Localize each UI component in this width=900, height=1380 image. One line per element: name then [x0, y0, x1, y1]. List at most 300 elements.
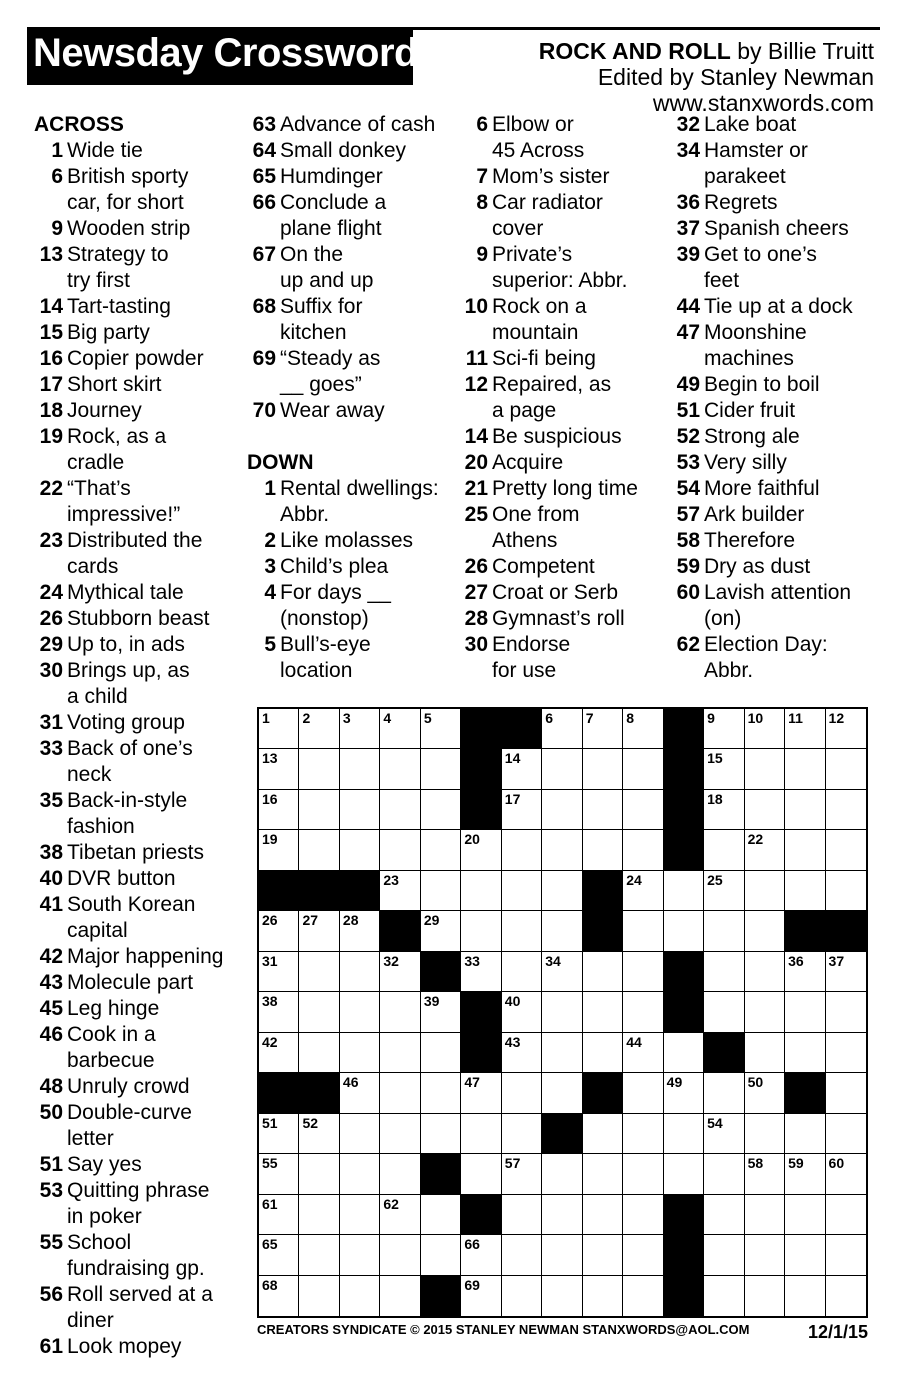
- grid-cell[interactable]: [461, 830, 501, 870]
- grid-cell[interactable]: [623, 1033, 663, 1073]
- grid-cell[interactable]: [704, 1154, 744, 1194]
- grid-cell[interactable]: [421, 709, 461, 749]
- clue-number: 6: [51, 165, 63, 188]
- grid-cell[interactable]: [542, 709, 582, 749]
- cell-number: 2: [302, 710, 311, 726]
- grid-cell[interactable]: [299, 1235, 339, 1275]
- cell-number: 12: [828, 710, 845, 726]
- grid-cell[interactable]: [259, 749, 299, 789]
- down-clue-34: [672, 138, 853, 190]
- grid-cell[interactable]: [542, 871, 582, 911]
- grid-cell[interactable]: [745, 830, 785, 870]
- grid-cell[interactable]: [745, 749, 785, 789]
- grid-cell[interactable]: [421, 749, 461, 789]
- grid-cell[interactable]: [421, 790, 461, 830]
- grid-cell[interactable]: [583, 1154, 623, 1194]
- grid-cell[interactable]: [299, 1276, 339, 1316]
- grid-cell[interactable]: [583, 1033, 623, 1073]
- grid-cell[interactable]: [380, 1073, 420, 1113]
- clue-text: Mom’s sister: [492, 165, 610, 188]
- grid-cell[interactable]: [745, 1114, 785, 1154]
- clue-text: On the up and up: [280, 243, 374, 292]
- grid-cell[interactable]: [502, 911, 542, 951]
- grid-cell[interactable]: [745, 992, 785, 1032]
- clue-number: 54: [676, 477, 700, 500]
- grid-cell[interactable]: [745, 709, 785, 749]
- grid-cell[interactable]: [299, 709, 339, 749]
- grid-cell[interactable]: [340, 911, 380, 951]
- grid-cell[interactable]: [704, 911, 744, 951]
- grid-cell[interactable]: [461, 1276, 501, 1316]
- grid-cell[interactable]: [502, 871, 542, 911]
- clue-text: Look mopey: [67, 1335, 182, 1358]
- clue-number: 64: [252, 139, 276, 162]
- grid-cell[interactable]: [583, 952, 623, 992]
- down-clue-53: [672, 450, 853, 476]
- grid-cell[interactable]: [502, 1276, 542, 1316]
- grid-cell[interactable]: [623, 1073, 663, 1113]
- clue-text: Brings up, as a child: [67, 659, 190, 708]
- grid-cell[interactable]: [826, 1114, 866, 1154]
- grid-cell[interactable]: [340, 1073, 380, 1113]
- grid-cell[interactable]: [745, 790, 785, 830]
- grid-cell[interactable]: [340, 1195, 380, 1235]
- grid-cell[interactable]: [380, 1154, 420, 1194]
- cell-number: 5: [423, 710, 432, 726]
- clue-text: Bull’s-eye location: [280, 633, 371, 682]
- clue-text: Therefore: [704, 529, 796, 552]
- grid-cell[interactable]: [421, 1033, 461, 1073]
- grid-cell[interactable]: [380, 1033, 420, 1073]
- clue-text: Get to one’s feet: [704, 243, 817, 292]
- down-clue-39: [672, 242, 853, 294]
- black-square: [421, 1154, 461, 1194]
- grid-cell[interactable]: [380, 830, 420, 870]
- across-clue-35: [34, 788, 223, 840]
- grid-cell[interactable]: [745, 1235, 785, 1275]
- grid-cell[interactable]: [461, 1073, 501, 1113]
- grid-cell[interactable]: [826, 709, 866, 749]
- grid-cell[interactable]: [785, 709, 825, 749]
- grid-cell[interactable]: [259, 1235, 299, 1275]
- clue-number: 59: [676, 555, 700, 578]
- across-heading: ACROSS: [34, 113, 124, 136]
- grid-cell[interactable]: [259, 1195, 299, 1235]
- grid-cell[interactable]: [340, 1235, 380, 1275]
- grid-cell[interactable]: [299, 1195, 339, 1235]
- grid-cell[interactable]: [664, 1073, 704, 1113]
- grid-cell[interactable]: [664, 911, 704, 951]
- clue-text: Like molasses: [280, 529, 414, 552]
- clue-text: “That’s impressive!”: [67, 477, 181, 526]
- grid-cell[interactable]: [785, 871, 825, 911]
- grid-cell[interactable]: [664, 1114, 704, 1154]
- grid-cell[interactable]: [623, 952, 663, 992]
- across-clue-24: [34, 580, 223, 606]
- grid-cell[interactable]: [745, 1154, 785, 1194]
- grid-cell[interactable]: [421, 871, 461, 911]
- grid-cell[interactable]: [826, 1195, 866, 1235]
- clue-text: Croat or Serb: [492, 581, 619, 604]
- grid-cell[interactable]: [826, 1154, 866, 1194]
- grid-cell[interactable]: [704, 830, 744, 870]
- clue-number: 14: [39, 295, 63, 318]
- clue-number: 65: [252, 165, 276, 188]
- grid-cell[interactable]: [542, 992, 582, 1032]
- grid-cell[interactable]: [502, 1073, 542, 1113]
- grid-cell[interactable]: [785, 952, 825, 992]
- cell-number: 32: [383, 952, 399, 969]
- black-square: [461, 749, 501, 789]
- grid-cell[interactable]: [826, 1033, 866, 1073]
- grid-cell[interactable]: [704, 709, 744, 749]
- grid-cell[interactable]: [704, 1073, 744, 1113]
- grid-cell[interactable]: [704, 952, 744, 992]
- grid-cell[interactable]: [826, 790, 866, 830]
- grid-cell[interactable]: [380, 992, 420, 1032]
- grid-cell[interactable]: [259, 1154, 299, 1194]
- clue-text: For days __ (nonstop): [280, 581, 391, 630]
- grid-cell[interactable]: [340, 1114, 380, 1154]
- cell-number: 1: [262, 710, 270, 726]
- grid-cell[interactable]: [340, 790, 380, 830]
- down-clue-2: [247, 528, 439, 554]
- clue-number: 48: [39, 1075, 63, 1098]
- clue-text: Say yes: [67, 1153, 142, 1176]
- clue-text: Dry as dust: [704, 555, 811, 578]
- grid-cell[interactable]: [502, 790, 542, 830]
- grid-cell[interactable]: [340, 952, 380, 992]
- grid-cell[interactable]: [502, 1235, 542, 1275]
- grid-cell[interactable]: [340, 830, 380, 870]
- down-clue-1: [247, 476, 439, 528]
- grid-cell[interactable]: [299, 1154, 339, 1194]
- across-clue-55: [34, 1230, 223, 1282]
- grid-cell[interactable]: [542, 1195, 582, 1235]
- grid-cell[interactable]: [542, 790, 582, 830]
- across-clue-63: [247, 112, 439, 138]
- grid-cell[interactable]: [259, 1114, 299, 1154]
- website: www.stanxwords.com: [652, 90, 874, 116]
- grid-cell[interactable]: [623, 709, 663, 749]
- grid-cell[interactable]: [583, 790, 623, 830]
- grid-cell[interactable]: [785, 1033, 825, 1073]
- clue-number: 27: [464, 581, 488, 604]
- grid-cell[interactable]: [299, 992, 339, 1032]
- grid-cell[interactable]: [542, 1276, 582, 1316]
- grid-cell[interactable]: [299, 1114, 339, 1154]
- clue-number: 44: [676, 295, 700, 318]
- grid-cell[interactable]: [623, 749, 663, 789]
- grid-cell[interactable]: [704, 992, 744, 1032]
- grid-cell[interactable]: [623, 1235, 663, 1275]
- cell-number: 18: [707, 790, 723, 807]
- black-square: [421, 1276, 461, 1316]
- grid-cell[interactable]: [826, 830, 866, 870]
- down-clue-36: [672, 190, 853, 216]
- grid-cell[interactable]: [461, 952, 501, 992]
- grid-cell[interactable]: [583, 1114, 623, 1154]
- grid-cell[interactable]: [502, 749, 542, 789]
- grid-cell[interactable]: [259, 709, 299, 749]
- cell-number: 31: [262, 952, 278, 969]
- across-clue-14: [34, 294, 223, 320]
- clue-number: 40: [39, 867, 63, 890]
- grid-cell[interactable]: [583, 1235, 623, 1275]
- grid-cell[interactable]: [745, 871, 785, 911]
- clue-text: More faithful: [704, 477, 820, 500]
- across-clue-30: [34, 658, 223, 710]
- grid-cell[interactable]: [826, 952, 866, 992]
- clue-text: Begin to boil: [704, 373, 820, 396]
- grid-cell[interactable]: [421, 830, 461, 870]
- grid-cell[interactable]: [826, 992, 866, 1032]
- grid-cell[interactable]: [664, 1033, 704, 1073]
- grid-cell[interactable]: [745, 1276, 785, 1316]
- grid-cell[interactable]: [745, 1033, 785, 1073]
- down-clue-8: [460, 190, 638, 242]
- grid-cell[interactable]: [421, 1195, 461, 1235]
- grid-cell[interactable]: [623, 1276, 663, 1316]
- grid-cell[interactable]: [299, 1033, 339, 1073]
- grid-cell[interactable]: [340, 749, 380, 789]
- grid-cell[interactable]: [259, 992, 299, 1032]
- clue-text: Strong ale: [704, 425, 800, 448]
- puzzle-title: ROCK AND ROLL: [538, 38, 731, 64]
- grid-cell[interactable]: [785, 830, 825, 870]
- clue-number: 39: [676, 243, 700, 266]
- grid-cell[interactable]: [785, 1195, 825, 1235]
- grid-cell[interactable]: [299, 830, 339, 870]
- grid-cell[interactable]: [380, 1195, 420, 1235]
- grid-cell[interactable]: [704, 1195, 744, 1235]
- clue-text: “Steady as __ goes”: [280, 347, 381, 396]
- grid-cell[interactable]: [502, 1114, 542, 1154]
- cell-number: 55: [262, 1155, 278, 1172]
- grid-cell[interactable]: [704, 749, 744, 789]
- grid-cell[interactable]: [421, 1114, 461, 1154]
- clue-text: One from Athens: [492, 503, 580, 552]
- clue-text: Be suspicious: [492, 425, 622, 448]
- black-square: [664, 790, 704, 830]
- grid-cell[interactable]: [785, 749, 825, 789]
- grid-cell[interactable]: [421, 911, 461, 951]
- grid-cell[interactable]: [623, 1154, 663, 1194]
- across-clue-29: [34, 632, 223, 658]
- cell-number: 11: [788, 710, 803, 726]
- grid-cell[interactable]: [583, 992, 623, 1032]
- clue-text: Wide tie: [67, 139, 143, 162]
- clue-text: Very silly: [704, 451, 787, 474]
- grid-cell[interactable]: [785, 992, 825, 1032]
- clue-text: Short skirt: [67, 373, 162, 396]
- grid-cell[interactable]: [259, 1276, 299, 1316]
- grid-cell[interactable]: [826, 1276, 866, 1316]
- grid-cell[interactable]: [583, 749, 623, 789]
- grid-cell[interactable]: [623, 790, 663, 830]
- clue-number: 23: [39, 529, 63, 552]
- grid-cell[interactable]: [259, 911, 299, 951]
- clue-text: Distributed the cards: [67, 529, 203, 578]
- grid-cell[interactable]: [623, 911, 663, 951]
- grid-cell[interactable]: [542, 952, 582, 992]
- grid-cell[interactable]: [542, 1235, 582, 1275]
- grid-cell[interactable]: [380, 790, 420, 830]
- across-clue-46: [34, 1022, 223, 1074]
- grid-cell[interactable]: [502, 1033, 542, 1073]
- grid-cell[interactable]: [745, 1195, 785, 1235]
- grid-cell[interactable]: [259, 1033, 299, 1073]
- clue-number: 9: [51, 217, 63, 240]
- grid-cell[interactable]: [299, 749, 339, 789]
- grid-cell[interactable]: [461, 911, 501, 951]
- black-square: [259, 871, 299, 911]
- clue-text: Moonshine machines: [704, 321, 807, 370]
- cell-number: 14: [504, 750, 521, 767]
- grid-cell[interactable]: [461, 1154, 501, 1194]
- grid-cell[interactable]: [299, 790, 339, 830]
- across-clue-42: [34, 944, 223, 970]
- clue-number: 38: [39, 841, 63, 864]
- grid-cell[interactable]: [785, 1154, 825, 1194]
- grid-cell[interactable]: [583, 709, 623, 749]
- grid-cell[interactable]: [826, 1073, 866, 1113]
- cell-number: 65: [262, 1236, 278, 1253]
- grid-cell[interactable]: [461, 1114, 501, 1154]
- grid-cell[interactable]: [623, 1114, 663, 1154]
- grid-cell[interactable]: [623, 992, 663, 1032]
- grid-cell[interactable]: [340, 1276, 380, 1316]
- grid-cell[interactable]: [259, 830, 299, 870]
- clue-text: Rock on a mountain: [492, 295, 587, 344]
- grid-cell[interactable]: [745, 1073, 785, 1113]
- clue-text: Copier powder: [67, 347, 204, 370]
- grid-cell[interactable]: [704, 1114, 744, 1154]
- across-clue-66: [247, 190, 439, 242]
- black-square: [583, 871, 623, 911]
- grid-cell[interactable]: [380, 952, 420, 992]
- grid-cell[interactable]: [299, 952, 339, 992]
- grid-cell[interactable]: [380, 1276, 420, 1316]
- across-clue-41: [34, 892, 223, 944]
- grid-cell[interactable]: [623, 871, 663, 911]
- clue-number: 50: [39, 1101, 63, 1124]
- black-square: [785, 911, 825, 951]
- grid-cell[interactable]: [542, 1154, 582, 1194]
- clue-number: 30: [39, 659, 63, 682]
- grid-cell[interactable]: [259, 952, 299, 992]
- down-clue-12: [460, 372, 638, 424]
- grid-cell[interactable]: [421, 992, 461, 1032]
- grid-cell[interactable]: [826, 871, 866, 911]
- grid-cell[interactable]: [340, 1033, 380, 1073]
- grid-cell[interactable]: [785, 1276, 825, 1316]
- grid-cell[interactable]: [623, 830, 663, 870]
- grid-cell[interactable]: [542, 749, 582, 789]
- grid-cell[interactable]: [664, 871, 704, 911]
- grid-cell[interactable]: [380, 709, 420, 749]
- grid-cell[interactable]: [704, 790, 744, 830]
- grid-cell[interactable]: [826, 749, 866, 789]
- cell-number: 50: [747, 1074, 764, 1091]
- grid-cell[interactable]: [380, 1114, 420, 1154]
- black-square: [583, 1073, 623, 1113]
- grid-cell[interactable]: [259, 790, 299, 830]
- grid-cell[interactable]: [704, 871, 744, 911]
- grid-cell[interactable]: [502, 952, 542, 992]
- clue-text: Election Day: Abbr.: [704, 633, 828, 682]
- across-clue-64: [247, 138, 439, 164]
- grid-cell[interactable]: [380, 1235, 420, 1275]
- clue-number: 70: [252, 399, 276, 422]
- black-square: [826, 911, 866, 951]
- grid-cell[interactable]: [502, 1154, 542, 1194]
- grid-cell[interactable]: [745, 952, 785, 992]
- grid-cell[interactable]: [380, 749, 420, 789]
- grid-cell[interactable]: [421, 1073, 461, 1113]
- grid-cell[interactable]: [421, 1235, 461, 1275]
- clue-text: Major happening: [67, 945, 224, 968]
- clue-text: Back-in-style fashion: [67, 789, 188, 838]
- clue-text: DVR button: [67, 867, 176, 890]
- grid-cell[interactable]: [542, 830, 582, 870]
- grid-cell[interactable]: [542, 911, 582, 951]
- grid-cell[interactable]: [340, 992, 380, 1032]
- grid-cell[interactable]: [542, 1073, 582, 1113]
- grid-cell[interactable]: [502, 992, 542, 1032]
- across-clue-18: [34, 398, 223, 424]
- cell-number: 67: [666, 1236, 683, 1253]
- grid-cell[interactable]: [704, 1235, 744, 1275]
- clue-number: 33: [39, 737, 63, 760]
- grid-cell[interactable]: [583, 830, 623, 870]
- black-square: [664, 992, 704, 1032]
- across-clue-68: [247, 294, 439, 346]
- grid-cell[interactable]: [785, 1114, 825, 1154]
- grid-cell[interactable]: [826, 1235, 866, 1275]
- cell-number: 29: [423, 912, 440, 929]
- down-clue-26: [460, 554, 638, 580]
- grid-cell[interactable]: [704, 1276, 744, 1316]
- cell-number: 56: [423, 1155, 440, 1172]
- grid-cell[interactable]: [461, 1235, 501, 1275]
- grid-cell[interactable]: [542, 1033, 582, 1073]
- clue-number: 58: [676, 529, 700, 552]
- down-clue-4: [247, 580, 439, 632]
- clue-number: 63: [252, 113, 276, 136]
- grid-cell[interactable]: [502, 1195, 542, 1235]
- grid-cell[interactable]: [785, 1235, 825, 1275]
- grid-cell[interactable]: [340, 1154, 380, 1194]
- grid-cell[interactable]: [623, 1195, 663, 1235]
- grid-cell[interactable]: [380, 871, 420, 911]
- grid-cell[interactable]: [461, 871, 501, 911]
- grid-cell[interactable]: [502, 830, 542, 870]
- down-heading: DOWN: [247, 451, 314, 474]
- cell-number: 21: [666, 831, 683, 848]
- grid-cell[interactable]: [340, 709, 380, 749]
- grid-cell[interactable]: [299, 911, 339, 951]
- clue-number: 34: [676, 139, 700, 162]
- grid-cell[interactable]: [745, 911, 785, 951]
- across-clue-31: [34, 710, 223, 736]
- grid-cell[interactable]: [583, 1195, 623, 1235]
- grid-cell[interactable]: [583, 1276, 623, 1316]
- clue-number: 51: [39, 1153, 63, 1176]
- grid-cell[interactable]: [785, 790, 825, 830]
- clue-text: Wooden strip: [67, 217, 191, 240]
- grid-cell[interactable]: [664, 1154, 704, 1194]
